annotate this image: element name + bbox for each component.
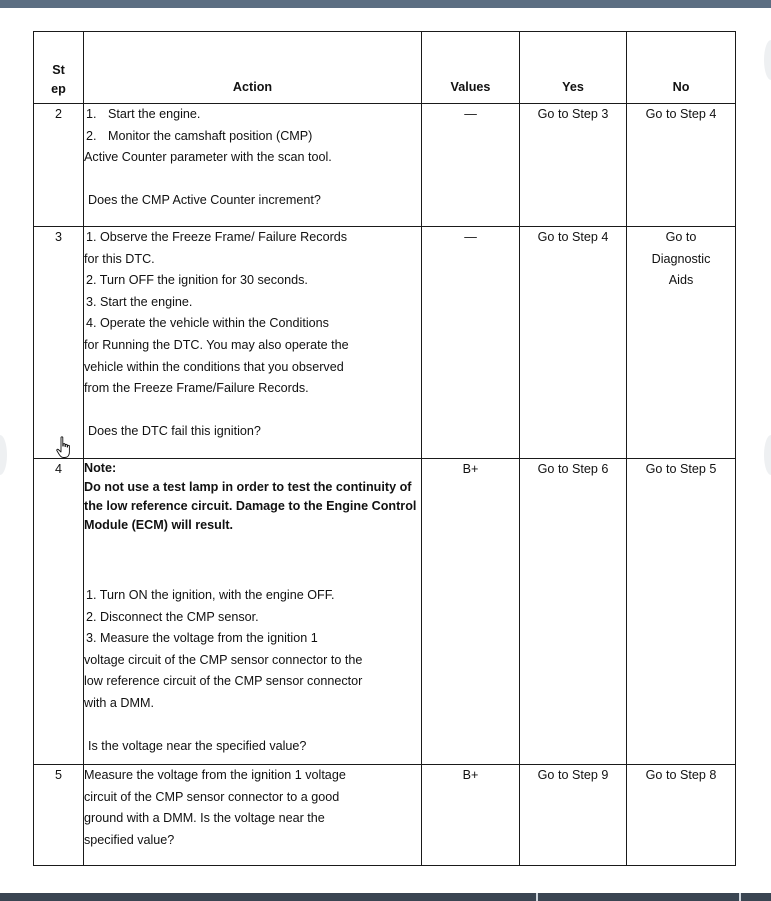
- no-link[interactable]: Go to Diagnostic Aids: [627, 227, 736, 459]
- action-line: for Running the DTC. You may also operate the: [84, 337, 349, 352]
- action-line: 1. Turn ON the ignition, with the engine OFF.: [86, 588, 335, 602]
- top-bar: [0, 0, 771, 8]
- action-line: specified value?: [84, 832, 175, 847]
- action-line: from the Freeze Frame/Failure Records.: [84, 381, 309, 396]
- header-action: Action: [84, 32, 422, 104]
- step-number: 5: [34, 765, 84, 866]
- action-line: 1. Observe the Freeze Frame/ Failure Records: [86, 230, 348, 244]
- action-line: 2. Turn OFF the ignition for 30 seconds.: [86, 273, 308, 288]
- note-label: Note:: [84, 461, 117, 475]
- action-line: ground with a DMM. Is the voltage near the: [84, 811, 325, 826]
- table-row-step-3: [34, 227, 736, 459]
- action-cell: [84, 227, 422, 459]
- yes-link[interactable]: Go to Step 6: [520, 459, 627, 765]
- value-cell: B+: [422, 765, 520, 866]
- action-line: Measure the voltage from the ignition 1 voltage: [84, 768, 346, 782]
- action-cell: [84, 765, 422, 866]
- yes-link[interactable]: Go to Step 4: [520, 227, 627, 459]
- action-line: voltage circuit of the CMP sensor connector to the: [84, 652, 363, 667]
- action-line: Active Counter parameter with the scan tool.: [84, 150, 332, 165]
- step-number: 4: [34, 459, 84, 765]
- hand-pointer-icon: [56, 436, 74, 460]
- bottom-bar: [0, 893, 771, 901]
- action-line: 1. Start the engine.: [86, 107, 201, 121]
- action-line: 2. Disconnect the CMP sensor.: [86, 609, 259, 624]
- no-link[interactable]: Go to Step 8: [627, 765, 736, 866]
- action-line: 3. Start the engine.: [86, 294, 193, 309]
- diagnostic-table: [33, 31, 736, 866]
- table-row-step-2: [34, 104, 736, 227]
- yes-link[interactable]: Go to Step 9: [520, 765, 627, 866]
- action-cell: [84, 459, 422, 765]
- note-text: Do not use a test lamp in order to test the continuity of the low reference circuit. Damage to the Engine Control Module (ECM) will result.: [84, 480, 417, 532]
- action-question: Is the voltage near the specified value?: [88, 739, 307, 754]
- step-number: 3: [34, 227, 84, 459]
- yes-link[interactable]: Go to Step 3: [520, 104, 627, 227]
- step-number: 2: [34, 104, 84, 227]
- action-line: with a DMM.: [84, 695, 154, 710]
- table-row-step-4: [34, 459, 736, 765]
- bottom-bar-divider: [536, 893, 538, 901]
- value-cell: B+: [422, 459, 520, 765]
- left-edge-shadow: [0, 435, 7, 475]
- header-step: St ep: [34, 32, 84, 104]
- no-link[interactable]: Go to Step 4: [627, 104, 736, 227]
- action-question: Does the CMP Active Counter increment?: [88, 193, 321, 208]
- action-cell: [84, 104, 422, 227]
- action-line: circuit of the CMP sensor connector to a good: [84, 789, 340, 804]
- action-line: 3. Measure the voltage from the ignition 1: [86, 631, 318, 646]
- right-edge-shadow: [764, 40, 771, 80]
- no-link[interactable]: Go to Step 5: [627, 459, 736, 765]
- action-question: Does the DTC fail this ignition?: [88, 424, 261, 439]
- value-cell: —: [422, 227, 520, 459]
- action-line: low reference circuit of the CMP sensor connector: [84, 674, 363, 689]
- header-row: [34, 32, 736, 104]
- header-no: No: [627, 32, 736, 104]
- value-cell: —: [422, 104, 520, 227]
- header-values: Values: [422, 32, 520, 104]
- header-yes: Yes: [520, 32, 627, 104]
- action-line: vehicle within the conditions that you observed: [84, 359, 344, 374]
- right-edge-shadow-middle: [764, 435, 771, 475]
- table-row-step-5: [34, 765, 736, 866]
- action-line: 4. Operate the vehicle within the Conditions: [86, 316, 329, 331]
- action-line: for this DTC.: [84, 251, 155, 266]
- action-line: 2. Monitor the camshaft position (CMP): [86, 128, 313, 143]
- bottom-bar-divider: [739, 893, 741, 901]
